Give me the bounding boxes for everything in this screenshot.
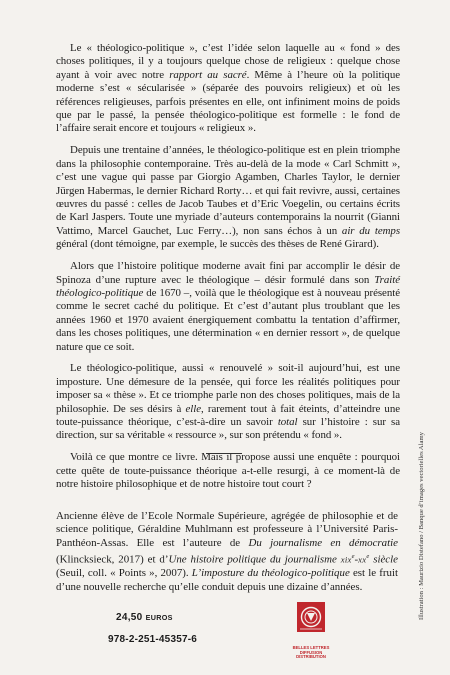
author-bio: Ancienne élève de l’Ecole Normale Supérieure, agrégée de philosophie et de science politique, Géraldine Muhlmann est professeure à l’Université Paris-Panthéon-Assas. Elle est l’auteure de Du journalisme en démocratie (Klincksieck, 2017) et d’Une histoire politique du journalisme $xix^e-xx^e$ siècle (Seuil, coll. « Points », 2007). L’imposture du théologico-politique est le fruit d’une nouvelle recherche qu’elle conduit depuis une dizaine d’années. (56, 510, 399, 593)
blurb-paragraph-2: Depuis une trentaine d’années, le théologico-politique est en plein triomphe dans la philosophie contemporaine. Très au-delà de la mode « Carl Schmitt », c’est une vague qui passe par Giorgio Agamben, Charles Taylor, le dernier Jürgen Habermas, le dernier Richard Rorty… et qui fait revivre, aussi, certaines œuvres du passé : celles de Jacob Taubes et d’Eric Voegelin, ou certains écrits de Karl Jaspers. Toute une myriade d’auteurs contemporains la nourrit (Gianni Vattimo, Marcel Gauchet, Luc Ferry…), non sans échos à un air du temps général (dont témoigne, par exemple, le succès des thèses de René Girard). (56, 144, 401, 251)
blurb-paragraph-4: Le théologico-politique, aussi « renouvelé » soit-il aujourd’hui, est une imposture. Une démesure de la pensée, qui force les réalités politiques pour imposer sa « thèse ». Et ce triomphe parle non des choses politiques, mais de la philosophie. De ses désirs à elle, rarement tout à fait éteints, d’atteindre une toute-puissance théorique, c’est-à-dire un savoir total sur l’histoire : sur sa direction, sur sa véritable « ressource », sur son prétendu « fond ». (56, 362, 400, 442)
illustration-credit: Illustration : Maurizio Distefano / Banque d’images vectorielles Alamy (418, 432, 425, 620)
logo-line: BELLES LETTRES (292, 645, 330, 650)
price-amount: 24,50 (116, 612, 143, 623)
blurb-paragraph-3: Alors que l’histoire politique moderne avait fini par accomplir le désir de Spinoza d’une rupture avec le théologique – désir formulé dans son Traité théologico-politique de 1670 –, voilà que le théologique est à nouveau présenté comme le secret caché du politique. Et c’est d’autant plus troublant que les années 1960 et 1970 avaient énergiquement combattu la tentation d’affirmer, dans les choses politiques, une détermination « en dernier ressort », de quelque nature que ce soit. (56, 260, 400, 353)
isbn: 978-2-251-45357-6 (108, 634, 198, 645)
publisher-logo-icon (296, 601, 326, 645)
publisher-logo-text (287, 646, 335, 660)
price-currency: EUROS (145, 613, 173, 622)
price (116, 612, 173, 623)
blurb-text (56, 42, 400, 500)
logo-line: DIFFUSION (299, 649, 323, 655)
logo-line: DISTRIBUTION (296, 654, 326, 660)
blurb-paragraph-1: Le « théologico-politique », c’est l’idée selon laquelle au « fond » des choses politiques, il y a toujours quelque chose de religieux : quelque chose ayant à voir avec notre rapport au sacré. Même à l’heure où la politique moderne s’est « sécularisée » (séparée des pouvoirs religieux) et où les références religieuses, parfois présentes en elle, ont infiniment moins de poids que par le passé, la pensée théologico-politique est formelle : le fond de l’affaire serait encore et toujours « religieux ». (56, 42, 400, 135)
section-divider (206, 453, 242, 454)
blurb-paragraph-5: Voilà ce que montre ce livre. Mais il propose aussi une enquête : pourquoi cette quête de toute-puissance théorique a-t-elle resurgi, à ce moment-là de notre histoire philosophique et de notre histoire tout court ? (56, 451, 400, 491)
